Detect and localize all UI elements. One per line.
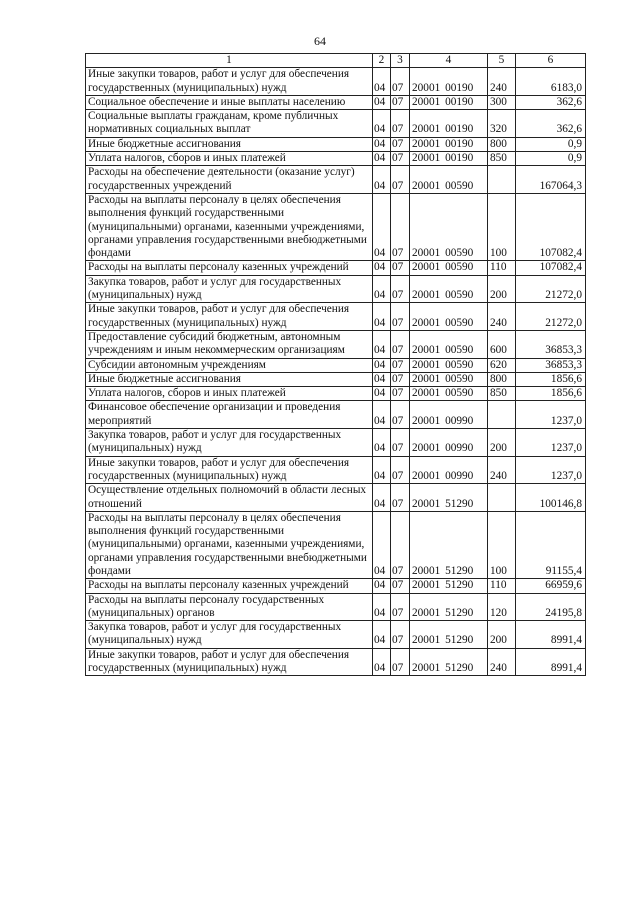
row-cell-c3: 07 [391,372,410,386]
row-cell-c3: 07 [391,261,410,275]
row-cell-c6: 1856,6 [516,387,586,401]
row-description: Финансовое обеспечение организации и проведения мероприятий [86,401,373,429]
row-cell-c5 [488,484,516,512]
row-cell-c5: 200 [488,275,516,303]
row-cell-c5: 120 [488,593,516,621]
table-row [86,110,586,138]
row-cell-c6: 6183,0 [516,68,586,96]
row-cell-c3: 07 [391,303,410,331]
row-cell-c3: 07 [391,166,410,194]
row-cell-c4: 20001 51290 [410,648,488,676]
row-cell-c3: 07 [391,137,410,151]
row-cell-c4: 20001 51290 [410,511,488,578]
table-row [86,511,586,578]
row-description: Иные бюджетные ассигнования [86,372,373,386]
row-cell-c2: 04 [373,303,391,331]
row-cell-c4: 20001 00590 [410,330,488,358]
row-cell-c5: 240 [488,68,516,96]
row-description: Уплата налогов, сборов и иных платежей [86,152,373,166]
table-row [86,68,586,96]
row-cell-c6: 167064,3 [516,166,586,194]
row-cell-c2: 04 [373,166,391,194]
row-cell-c4: 20001 00590 [410,193,488,260]
row-cell-c4: 20001 00590 [410,261,488,275]
row-cell-c3: 07 [391,95,410,109]
row-cell-c3: 07 [391,484,410,512]
row-cell-c3: 07 [391,330,410,358]
row-cell-c4: 20001 00190 [410,110,488,138]
row-cell-c6: 1237,0 [516,401,586,429]
row-cell-c6: 1237,0 [516,429,586,457]
row-description: Субсидии автономным учреждениям [86,358,373,372]
row-cell-c6: 8991,4 [516,621,586,649]
row-cell-c4: 20001 51290 [410,484,488,512]
row-cell-c3: 07 [391,621,410,649]
row-cell-c6: 100146,8 [516,484,586,512]
row-cell-c3: 07 [391,110,410,138]
table-row [86,166,586,194]
row-description: Расходы на выплаты персоналу казенных учреждений [86,261,373,275]
row-cell-c2: 04 [373,484,391,512]
col-header-2: 2 [373,54,391,68]
row-cell-c2: 04 [373,95,391,109]
row-cell-c4: 20001 00190 [410,95,488,109]
row-cell-c2: 04 [373,429,391,457]
row-cell-c6: 107082,4 [516,261,586,275]
table-row [86,275,586,303]
row-cell-c4: 20001 00590 [410,372,488,386]
row-cell-c6: 0,9 [516,152,586,166]
row-cell-c5: 100 [488,193,516,260]
row-cell-c3: 07 [391,152,410,166]
row-cell-c4: 20001 00590 [410,303,488,331]
table-row [86,484,586,512]
row-cell-c3: 07 [391,456,410,484]
table-row [86,387,586,401]
col-header-4: 4 [410,54,488,68]
row-cell-c5: 240 [488,303,516,331]
row-cell-c3: 07 [391,68,410,96]
table-row [86,429,586,457]
row-cell-c6: 24195,8 [516,593,586,621]
row-cell-c5: 200 [488,621,516,649]
row-cell-c4: 20001 00990 [410,401,488,429]
row-cell-c3: 07 [391,648,410,676]
row-description: Уплата налогов, сборов и иных платежей [86,387,373,401]
header-row [86,54,586,68]
row-cell-c2: 04 [373,621,391,649]
row-cell-c4: 20001 00190 [410,68,488,96]
table-row [86,330,586,358]
table-row [86,593,586,621]
row-cell-c3: 07 [391,593,410,621]
row-cell-c4: 20001 51290 [410,593,488,621]
row-cell-c6: 8991,4 [516,648,586,676]
row-cell-c5: 300 [488,95,516,109]
row-description: Предоставление субсидий бюджетным, автономным учреждениям и иным некоммерческим организациям [86,330,373,358]
row-cell-c5: 800 [488,372,516,386]
table-row [86,95,586,109]
row-description: Социальное обеспечение и иные выплаты населению [86,95,373,109]
row-cell-c6: 107082,4 [516,193,586,260]
row-description: Расходы на обеспечение деятельности (оказание услуг) государственных учреждений [86,166,373,194]
table-row [86,372,586,386]
row-description: Иные закупки товаров, работ и услуг для обеспечения государственных (муниципальных) нужд [86,303,373,331]
row-cell-c6: 1237,0 [516,456,586,484]
row-cell-c2: 04 [373,261,391,275]
row-description: Расходы на выплаты персоналу в целях обеспечения выполнения функций государственными (муниципальными) органами, казенными учреждениями, органами управления государственными внебюджетными фондами [86,511,373,578]
table-row [86,137,586,151]
row-cell-c6: 91155,4 [516,511,586,578]
row-cell-c2: 04 [373,193,391,260]
row-cell-c4: 20001 00590 [410,358,488,372]
row-cell-c2: 04 [373,511,391,578]
row-cell-c4: 20001 00190 [410,137,488,151]
row-cell-c5: 100 [488,511,516,578]
row-cell-c5: 320 [488,110,516,138]
row-cell-c2: 04 [373,152,391,166]
row-description: Иные закупки товаров, работ и услуг для обеспечения государственных (муниципальных) нужд [86,648,373,676]
row-cell-c6: 21272,0 [516,275,586,303]
row-description: Закупка товаров, работ и услуг для государственных (муниципальных) нужд [86,275,373,303]
row-cell-c3: 07 [391,401,410,429]
row-description: Осуществление отдельных полномочий в области лесных отношений [86,484,373,512]
table-row [86,358,586,372]
row-description: Иные бюджетные ассигнования [86,137,373,151]
table-row [86,621,586,649]
row-cell-c5 [488,166,516,194]
row-cell-c4: 20001 00590 [410,387,488,401]
row-cell-c5: 620 [488,358,516,372]
row-cell-c3: 07 [391,358,410,372]
row-cell-c3: 07 [391,579,410,593]
row-cell-c4: 20001 51290 [410,579,488,593]
row-description: Социальные выплаты гражданам, кроме публичных нормативных социальных выплат [86,110,373,138]
row-cell-c2: 04 [373,593,391,621]
table-row [86,648,586,676]
table-row [86,261,586,275]
row-description: Расходы на выплаты персоналу в целях обеспечения выполнения функций государственными (муниципальными) органами, казенными учреждениями, органами управления государственными внебюджетными фондами [86,193,373,260]
row-cell-c4: 20001 00590 [410,166,488,194]
row-description: Закупка товаров, работ и услуг для государственных (муниципальных) нужд [86,429,373,457]
col-header-3: 3 [391,54,410,68]
row-cell-c5: 110 [488,579,516,593]
row-description: Закупка товаров, работ и услуг для государственных (муниципальных) нужд [86,621,373,649]
row-cell-c2: 04 [373,137,391,151]
row-cell-c6: 1856,6 [516,372,586,386]
row-description: Расходы на выплаты персоналу казенных учреждений [86,579,373,593]
row-cell-c4: 20001 00990 [410,429,488,457]
row-cell-c4: 20001 00990 [410,456,488,484]
row-cell-c6: 36853,3 [516,358,586,372]
row-cell-c6: 362,6 [516,110,586,138]
row-cell-c2: 04 [373,358,391,372]
row-description: Иные закупки товаров, работ и услуг для обеспечения государственных (муниципальных) нужд [86,68,373,96]
row-cell-c2: 04 [373,68,391,96]
row-cell-c5: 200 [488,429,516,457]
row-cell-c5: 850 [488,152,516,166]
row-cell-c3: 07 [391,387,410,401]
row-cell-c2: 04 [373,372,391,386]
row-cell-c2: 04 [373,648,391,676]
row-cell-c2: 04 [373,387,391,401]
table-row [86,152,586,166]
row-cell-c6: 36853,3 [516,330,586,358]
row-cell-c5: 600 [488,330,516,358]
row-cell-c3: 07 [391,275,410,303]
row-description: Расходы на выплаты персоналу государственных (муниципальных) органов [86,593,373,621]
table-row [86,401,586,429]
row-cell-c5: 800 [488,137,516,151]
row-cell-c4: 20001 51290 [410,621,488,649]
table-row [86,579,586,593]
row-cell-c2: 04 [373,275,391,303]
row-cell-c4: 20001 00590 [410,275,488,303]
budget-table [85,53,586,676]
row-cell-c3: 07 [391,193,410,260]
row-cell-c6: 0,9 [516,137,586,151]
table-row [86,303,586,331]
col-header-1: 1 [86,54,373,68]
row-cell-c2: 04 [373,110,391,138]
table-row [86,456,586,484]
row-cell-c4: 20001 00190 [410,152,488,166]
row-cell-c3: 07 [391,429,410,457]
row-cell-c6: 362,6 [516,95,586,109]
row-cell-c2: 04 [373,401,391,429]
row-cell-c5: 240 [488,648,516,676]
row-cell-c6: 21272,0 [516,303,586,331]
table-row [86,193,586,260]
row-cell-c5: 240 [488,456,516,484]
row-cell-c5 [488,401,516,429]
row-description: Иные закупки товаров, работ и услуг для обеспечения государственных (муниципальных) нужд [86,456,373,484]
row-cell-c3: 07 [391,511,410,578]
page-number: 64 [314,34,326,48]
row-cell-c5: 110 [488,261,516,275]
col-header-6: 6 [516,54,586,68]
row-cell-c6: 66959,6 [516,579,586,593]
row-cell-c2: 04 [373,330,391,358]
row-cell-c5: 850 [488,387,516,401]
row-cell-c2: 04 [373,579,391,593]
row-cell-c2: 04 [373,456,391,484]
col-header-5: 5 [488,54,516,68]
